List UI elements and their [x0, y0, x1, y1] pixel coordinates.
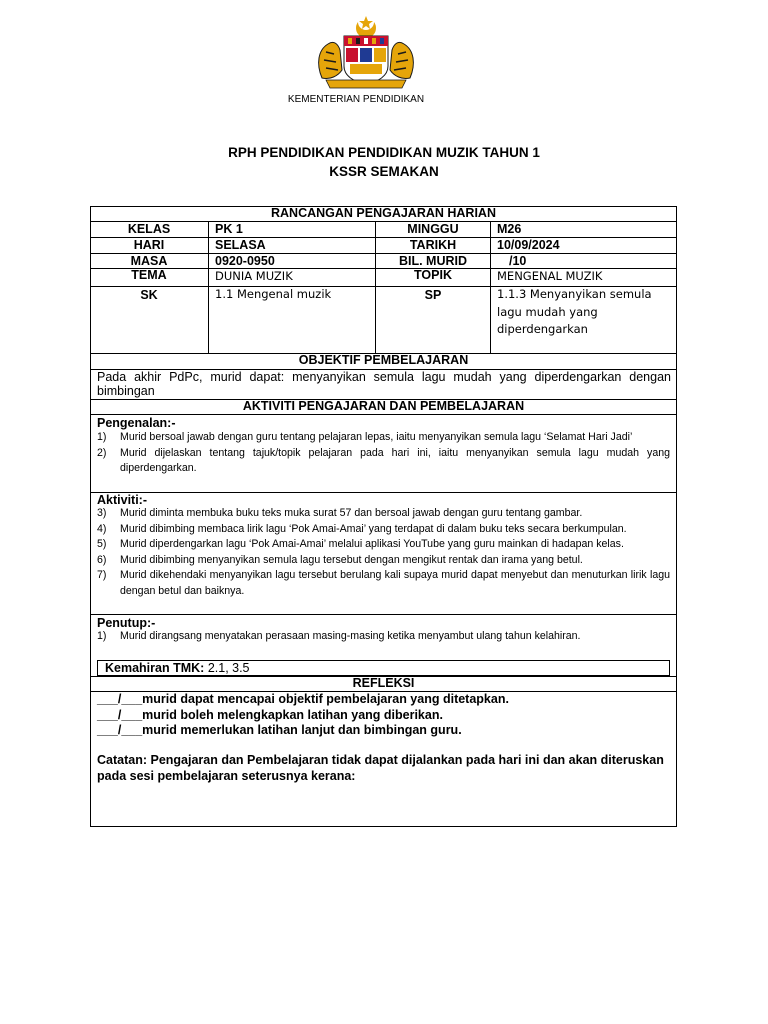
page-subtitle: KSSR SEMAKAN	[329, 164, 439, 179]
sk-label: SK	[140, 288, 158, 302]
masa-label: MASA	[130, 254, 168, 268]
tmk-field	[97, 660, 670, 676]
bil-murid-label: BIL. MURID	[398, 254, 468, 268]
ministry-name: KEMENTERIAN PENDIDIKAN	[287, 94, 425, 105]
tarikh-value: 10/09/2024	[497, 238, 560, 252]
tema-value: DUNIA MUZIK	[215, 269, 293, 283]
tema-label: TEMA	[131, 268, 167, 282]
list-item: 3) Murid diminta membuka buku teks muka surat 57 dan bersoal jawab dengan guru tentang gambar.	[97, 507, 583, 519]
hari-label: HARI	[133, 238, 165, 252]
bil-murid-value: /10	[509, 254, 527, 268]
list-item: 6) Murid dibimbing menyanyikan semula lagu tersebut dengan mengikut rentak dan irama yang betul.	[97, 553, 583, 566]
kelas-label: KELAS	[127, 222, 171, 236]
catatan-text: Catatan: Pengajaran dan Pembelajaran tidak dapat dijalankan pada hari ini dan akan diteruskan pada sesi pembelajaran seterusnya kerana:	[97, 753, 664, 783]
list-item: 2) Murid dijelaskan tentang tajuk/topik pelajaran pada hari ini, iaitu menyanyikan semula lagu mudah yang diperdengarkan.	[97, 446, 670, 474]
info-section-title: RANCANGAN PENGAJARAN HARIAN	[270, 206, 496, 220]
objektif-text: Pada akhir PdPc, murid dapat: menyanyikan semula lagu mudah yang diperdengarkan dengan bimbingan	[97, 370, 671, 398]
penutup-list	[97, 629, 670, 645]
page-title: RPH PENDIDIKAN PENDIDIKAN MUZIK TAHUN 1	[228, 145, 540, 160]
penutup-heading: Penutup:-	[97, 616, 156, 630]
refleksi-title: REFLEKSI	[352, 676, 415, 690]
masa-value: 0920-0950	[215, 254, 275, 268]
aktiviti-heading: Aktiviti:-	[97, 493, 147, 507]
list-item: 5) Murid diperdengarkan lagu ‘Pok Amai-Amai’ melalui aplikasi YouTube yang guru mainkan di hadapan kelas.	[97, 538, 624, 550]
tmk-label: Kemahiran TMK:	[105, 661, 205, 675]
hari-value: SELASA	[215, 238, 266, 252]
pengenalan-heading: Pengenalan:-	[97, 416, 176, 430]
minggu-value: M26	[497, 222, 522, 236]
objektif-title: OBJEKTIF PEMBELAJARAN	[298, 353, 469, 367]
minggu-label: MINGGU	[407, 222, 459, 236]
sp-value-line: lagu mudah yang	[497, 304, 598, 319]
tarikh-label: TARIKH	[409, 238, 457, 252]
sp-value	[491, 286, 677, 339]
sp-value-line: 1.1.3 Menyanyikan semula	[497, 287, 652, 301]
aktiviti-list	[97, 506, 670, 599]
pengenalan-list	[97, 430, 670, 477]
list-item: 1) Murid dirangsang menyatakan perasaan masing-masing ketika menyambut ulang tahun kelahiran.	[97, 630, 581, 642]
sk-value: 1.1 Mengenal muzik	[215, 287, 332, 301]
refleksi-line: ___/___murid memerlukan latihan lanjut dan bimbingan guru.	[97, 723, 462, 737]
refleksi-line: ___/___murid dapat mencapai objektif pembelajaran yang ditetapkan.	[97, 692, 509, 706]
sp-label: SP	[424, 288, 442, 302]
ministry-crest-logo	[308, 14, 424, 90]
topik-label: TOPIK	[414, 268, 452, 282]
sp-value-line: diperdengarkan	[497, 322, 588, 336]
tmk-value: 2.1, 3.5	[207, 661, 250, 675]
aktiviti-title: AKTIVITI PENGAJARAN DAN PEMBELAJARAN	[242, 399, 525, 413]
topik-value: MENGENAL MUZIK	[497, 269, 603, 283]
refleksi-line: ___/___murid boleh melengkapkan latihan yang diberikan.	[97, 708, 443, 722]
list-item: 1) Murid bersoal jawab dengan guru tentang pelajaran lepas, iaitu menyanyikan semula lagu ‘Selamat Hari Jadi’	[97, 431, 633, 443]
list-item: 7) Murid dikehendaki menyanyikan lagu tersebut berulang kali supaya murid dapat menyebut dan menuturkan lirik lagu dengan betul dan baiknya.	[97, 569, 670, 597]
kelas-value: PK 1	[215, 222, 243, 236]
list-item: 4) Murid dibimbing membaca lirik lagu ‘Pok Amai-Amai’ yang terdapat di dalam buku teks secara berkumpulan.	[97, 522, 627, 535]
